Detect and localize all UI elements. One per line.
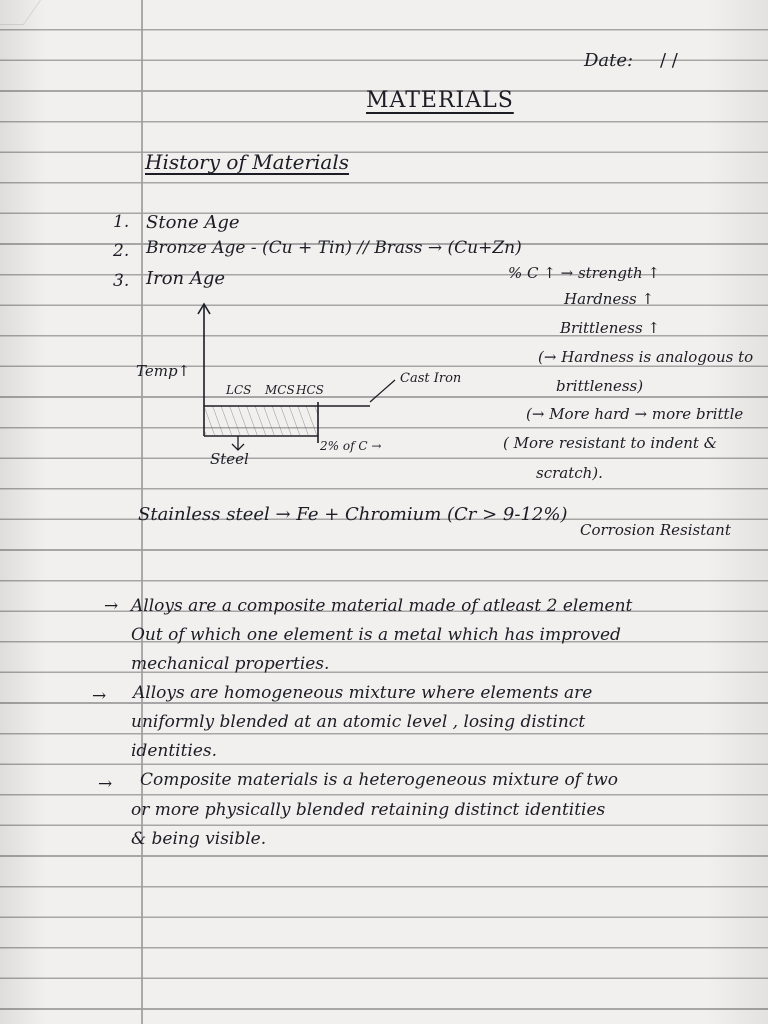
page-title: MATERIALS <box>366 88 514 113</box>
bullet-line: Out of which one element is a metal which has improved <box>131 625 621 645</box>
bullet-line: Alloys are a composite material made of atleast 2 element <box>131 596 633 616</box>
bullet-line: or more physically blended retaining distinct identities <box>131 800 606 820</box>
bullet-line: Alloys are homogeneous mixture where elements are <box>133 683 593 703</box>
list-number: 3. <box>113 271 130 291</box>
stainless-line: Stainless steel → Fe + Chromium (Cr > 9-12%) <box>138 504 568 525</box>
graph-label-mcs: MCS <box>265 383 295 397</box>
stainless-note: Corrosion Resistant <box>580 521 731 539</box>
note-line: ( More resistant to indent & <box>503 434 718 452</box>
list-item: Iron Age <box>146 268 226 289</box>
note-line: % C ↑ → strength ↑ <box>508 264 660 282</box>
graph-label-carbon: 2% of C → <box>320 439 382 453</box>
steel-region <box>204 406 318 436</box>
graph-label-cast-iron: Cast Iron <box>400 371 462 386</box>
note-line: Hardness ↑ <box>564 290 655 308</box>
list-number: 1. <box>113 212 130 232</box>
bullet-line: & being visible. <box>131 829 267 849</box>
section-heading: History of Materials <box>145 150 350 174</box>
graph-label-hcs: HCS <box>296 383 324 397</box>
bullet-line: mechanical properties. <box>131 654 330 674</box>
bullet-line: Composite materials is a heterogeneous mixture of two <box>140 770 619 790</box>
date-label: Date: <box>584 50 634 71</box>
note-line: Brittleness ↑ <box>560 319 660 337</box>
note-line: scratch). <box>536 464 603 482</box>
note-line: brittleness) <box>556 377 644 395</box>
bullet-arrow: → <box>92 686 107 706</box>
page-fold-mark <box>0 0 41 25</box>
bullet-line: identities. <box>131 741 218 761</box>
list-number: 2. <box>113 241 130 261</box>
cast-iron-pointer <box>370 380 395 402</box>
date-value: / / <box>660 50 678 71</box>
note-line: (→ Hardness is analogous to <box>538 348 754 366</box>
note-line: (→ More hard → more brittle <box>526 405 744 423</box>
graph-y-label: Temp↑ <box>136 362 191 380</box>
list-item: Bronze Age - (Cu + Tin) // Brass → (Cu+Zn) <box>146 238 522 258</box>
list-item: Stone Age <box>146 212 240 233</box>
bullet-line: uniformly blended at an atomic level , losing distinct <box>131 712 586 732</box>
graph-label-lcs: LCS <box>226 383 252 397</box>
graph-label-steel: Steel <box>210 450 249 468</box>
bullet-arrow: → <box>98 774 113 794</box>
bullet-arrow: → <box>104 596 119 616</box>
